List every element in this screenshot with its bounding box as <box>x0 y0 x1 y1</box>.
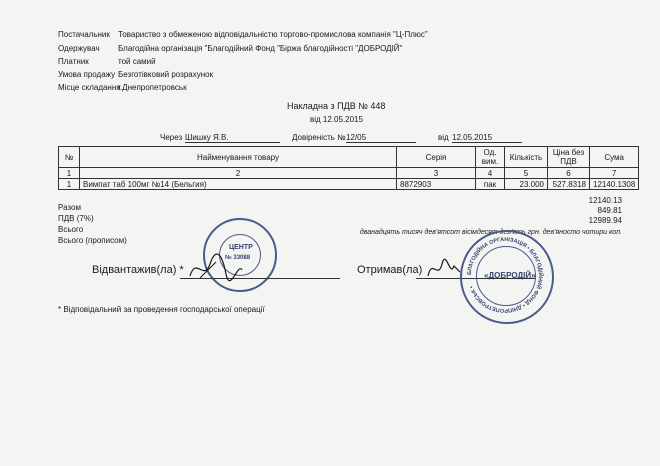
col-number: 4 <box>476 168 505 179</box>
col-number: 7 <box>590 168 639 179</box>
power-date-label: від <box>438 133 449 142</box>
subtotal-value: 12140.13 <box>588 196 622 205</box>
total-value: 12989.94 <box>588 216 622 225</box>
row-series: 8872903 <box>397 179 476 190</box>
col-header-name: Найменування товару <box>80 147 397 168</box>
payer-label: Платник <box>58 57 89 66</box>
power-label: Довіреність № <box>292 133 346 142</box>
svg-text:БЛАГОДІЙНА ОРГАНІЗАЦІЯ • БЛАГО: БЛАГОДІЙНА ОРГАНІЗАЦІЯ • БЛАГОДІЙНИЙ ФОНД • ДНІПРОПЕТРОВСЬК • <box>466 236 544 314</box>
recipient-value: Благодійна організація "Благодійний Фонд "Біржа благодійності "ДОБРОДІЙ" <box>118 44 403 53</box>
row-price: 527.8318 <box>548 179 590 190</box>
place-value: г.Днепропетровськ <box>118 83 187 92</box>
power-value: 12/05 <box>346 133 416 143</box>
col-number: 1 <box>59 168 80 179</box>
col-number: 6 <box>548 168 590 179</box>
vat-label: ПДВ (7%) <box>58 214 94 223</box>
total-label: Всього <box>58 225 84 234</box>
shipped-label: Відвантажив(ла) * <box>92 264 184 276</box>
place-label: Місце складання <box>58 83 121 92</box>
col-header-unit: Од. вим. <box>476 147 505 168</box>
left-stamp-code: № 33088 <box>225 255 251 261</box>
power-date-value: 12.05.2015 <box>452 133 522 143</box>
words-value: дванадцять тисяч дев'ятсот вісімдесят дев'ять грн. дев'яносто чотири коп. <box>359 229 622 236</box>
document-title: Накладна з ПДВ № 448 <box>287 101 386 111</box>
left-stamp-center-text: ЦЕНТР <box>229 244 253 251</box>
row-sum: 12140.1308 <box>590 179 639 190</box>
col-header-qty: Кількість <box>505 147 548 168</box>
supplier-value: Товариство з обмеженою відповідальністю торгово-промислова компанія "Ц-Плюс" <box>118 30 428 39</box>
table-number-row <box>59 168 639 179</box>
col-header-series: Серія <box>397 147 476 168</box>
row-unit: пак <box>476 179 505 190</box>
col-header-price: Ціна без ПДВ <box>548 147 590 168</box>
received-signature-scribble <box>424 256 464 282</box>
row-no: 1 <box>59 179 80 190</box>
received-label: Отримав(ла) <box>357 264 423 276</box>
col-number: 2 <box>80 168 397 179</box>
col-number: 3 <box>397 168 476 179</box>
right-stamp-lettering <box>462 232 548 318</box>
words-label: Всього (прописом) <box>58 236 127 245</box>
col-number: 5 <box>505 168 548 179</box>
footnote: * Відповідальний за проведення господарської операції <box>58 305 265 314</box>
sale-terms-label: Умова продажу <box>58 70 116 79</box>
col-header-sum: Сума <box>590 147 639 168</box>
vat-value: 849.81 <box>597 206 622 215</box>
recipient-label: Одержувач <box>58 44 100 53</box>
payer-value: той самий <box>118 57 156 66</box>
table-row <box>59 179 639 190</box>
row-qty: 23.000 <box>505 179 548 190</box>
col-header-no: № <box>59 147 80 168</box>
document-date: від 12.05.2015 <box>310 115 363 124</box>
sale-terms-value: Безготівковий розрахунок <box>118 70 214 79</box>
table-header-row <box>59 147 639 168</box>
svg-text:«ДОБРОДІЙ»: «ДОБРОДІЙ» <box>484 271 536 280</box>
shipped-signature-scribble <box>186 252 246 284</box>
row-name: Вимпат таб 100мг №14 (Бельгия) <box>80 179 397 190</box>
via-value: Шишку Я.В. <box>185 133 280 143</box>
subtotal-label: Разом <box>58 203 81 212</box>
supplier-label: Постачальник <box>58 30 110 39</box>
invoice-table <box>58 146 639 190</box>
via-label: Через <box>160 133 183 142</box>
